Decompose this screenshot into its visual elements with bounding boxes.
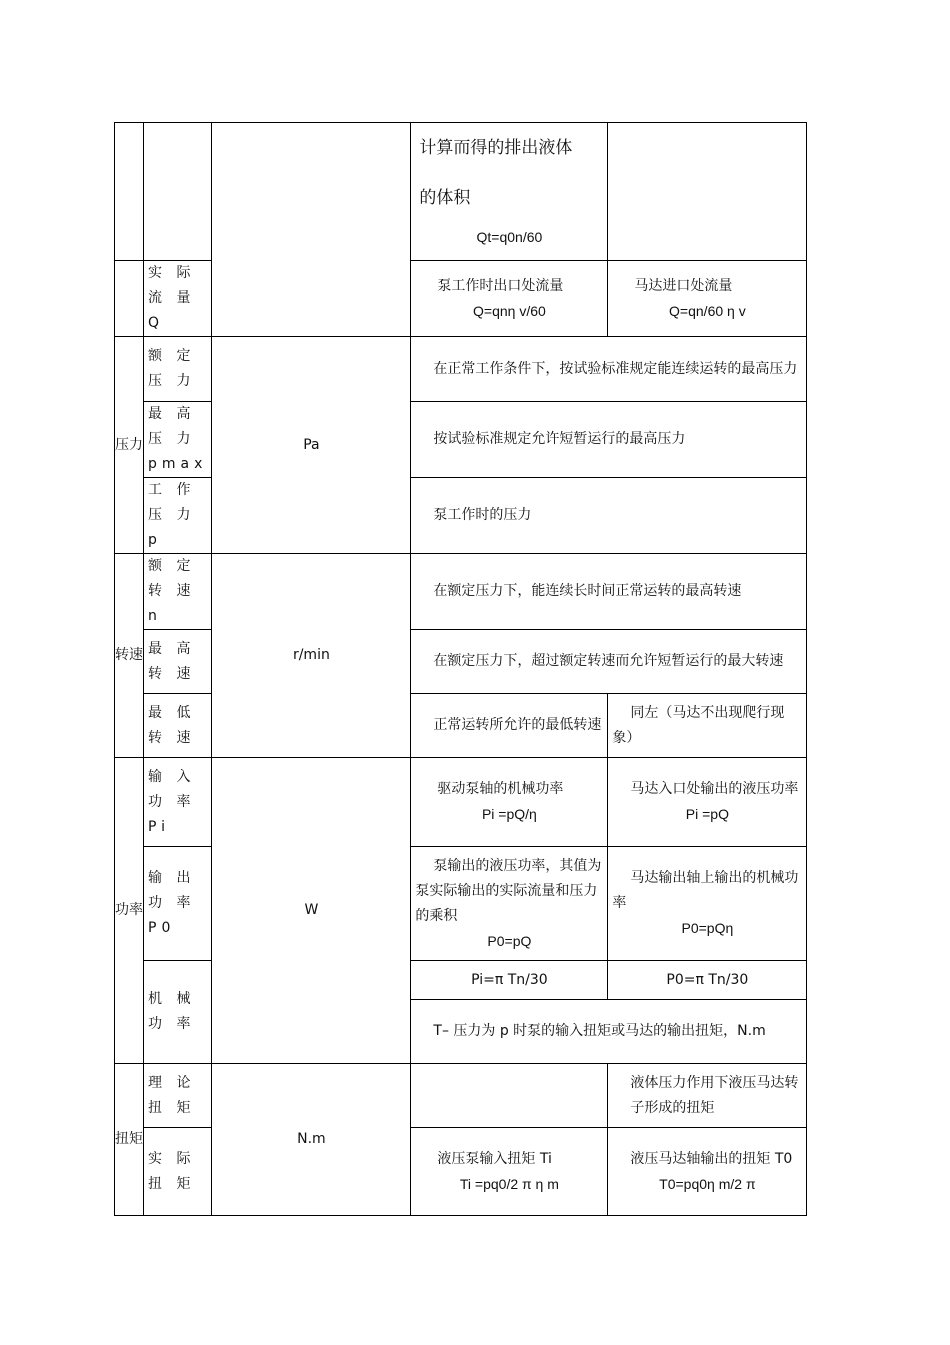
speed-rated-desc: 在额定压力下，能连续长时间正常运转的最高转速: [411, 554, 807, 630]
speed-max-desc: 在额定压力下，超过额定转速而允许短暂运行的最大转速: [411, 630, 807, 694]
power-group: 功率: [115, 758, 144, 1064]
power-output-motor-formula: P0=pQη: [681, 920, 734, 936]
torque-actual-motor-cell: [608, 1128, 807, 1216]
power-mechanical-motor-formula: P0=π Tn/30: [608, 961, 807, 1000]
flow-theoretical-pump-cell: [411, 123, 608, 261]
speed-max-label: 最 高 转 速: [144, 630, 212, 694]
flow-actual-pump-cell: [411, 261, 608, 337]
torque-actual-label: 实 际 扭 矩: [144, 1128, 212, 1216]
flow-actual-pump-formula: Q=qnη v/60: [473, 302, 546, 319]
power-mechanical-note: T– 压力为 p 时泵的输入扭矩或马达的输出扭矩，N.m: [411, 1000, 807, 1064]
power-output-motor-desc: 马达输出轴上输出的机械功率: [612, 870, 799, 911]
torque-actual-pump-formula: Ti =pq0/2 π η m: [459, 1175, 559, 1192]
flow-actual-pump-desc: 泵工作时出口处流量: [437, 277, 564, 294]
torque-actual-motor-formula: T0=pq0η m/2 π: [659, 1175, 756, 1192]
torque-unit: N.m: [212, 1064, 411, 1216]
torque-theoretical-pump: [411, 1064, 608, 1128]
power-input-motor-desc: 马达入口处输出的液压功率: [630, 781, 799, 797]
parameter-table: [114, 122, 807, 1216]
power-output-pump-formula: P0=pQ: [487, 932, 532, 949]
torque-theoretical-label: 理 论 扭 矩: [144, 1064, 212, 1128]
pressure-rated-label: 额 定 压 力: [144, 337, 212, 402]
flow-actual-motor-cell: [608, 261, 807, 337]
speed-min-pump: 正常运转所允许的最低转速: [411, 694, 608, 758]
torque-actual-motor-desc: 液压马达轴输出的扭矩 T0: [630, 1150, 793, 1167]
power-output-pump-desc: 泵输出的液压功率，其值为泵实际输出的实际流量和压力的乘积: [415, 857, 602, 924]
flow-theoretical-motor-cell: [608, 123, 807, 261]
speed-group: 转速: [115, 554, 144, 758]
power-output-motor-cell: [608, 847, 807, 961]
flow-theoretical-label-cell: [144, 123, 212, 261]
power-output-pump-cell: [411, 847, 608, 961]
pressure-working-desc: 泵工作时的压力: [411, 478, 807, 554]
pressure-max-desc: 按试验标准规定允许短暂运行的最高压力: [411, 402, 807, 478]
power-mechanical-pump-formula: Pi=π Tn/30: [411, 961, 608, 1000]
speed-min-label: 最 低 转 速: [144, 694, 212, 758]
power-input-pump-cell: [411, 758, 608, 847]
flow-group-cell: [115, 123, 144, 261]
power-input-label: 输 入 功 率 Pi: [144, 758, 212, 847]
torque-actual-pump-cell: [411, 1128, 608, 1216]
flow-actual-motor-desc: 马达进口处流量: [634, 277, 733, 294]
torque-group: 扭矩: [115, 1064, 144, 1216]
pressure-unit: Pa: [212, 337, 411, 554]
power-mechanical-label: 机 械 功 率: [144, 961, 212, 1064]
power-output-label: 输 出 功 率 P0: [144, 847, 212, 961]
power-input-motor-formula: Pi =pQ: [685, 806, 729, 822]
flow-group-cell-2: [115, 261, 144, 337]
flow-theoretical-desc-1: 计算而得的排出液体: [419, 138, 573, 158]
flow-theoretical-desc-2: 的体积: [419, 188, 471, 208]
power-input-motor-cell: [608, 758, 807, 847]
speed-rated-label: 额 定 转 速 n: [144, 554, 212, 630]
power-input-pump-formula: Pi =pQ/η: [481, 806, 537, 822]
flow-actual-label: 实 际 流 量 Q: [144, 261, 212, 337]
flow-unit-cell: [212, 123, 411, 337]
pressure-rated-desc: 在正常工作条件下，按试验标准规定能连续运转的最高压力: [411, 337, 807, 402]
flow-theoretical-formula: Qt=q0n/60: [476, 229, 543, 245]
pressure-max-label: 最 高 压 力 pmax: [144, 402, 212, 478]
torque-actual-pump-desc: 液压泵输入扭矩 Ti: [437, 1150, 552, 1167]
pressure-group: 压力: [115, 337, 144, 554]
speed-unit: r/min: [212, 554, 411, 758]
power-input-pump-desc: 驱动泵轴的机械功率: [437, 781, 564, 797]
pressure-working-label: 工 作 压 力 p: [144, 478, 212, 554]
speed-min-motor: 同左（马达不出现爬行现象）: [608, 694, 807, 758]
torque-theoretical-motor: 液体压力作用下液压马达转子形成的扭矩: [608, 1064, 807, 1128]
power-unit: W: [212, 758, 411, 1064]
flow-actual-motor-formula: Q=qn/60 η v: [669, 302, 746, 319]
